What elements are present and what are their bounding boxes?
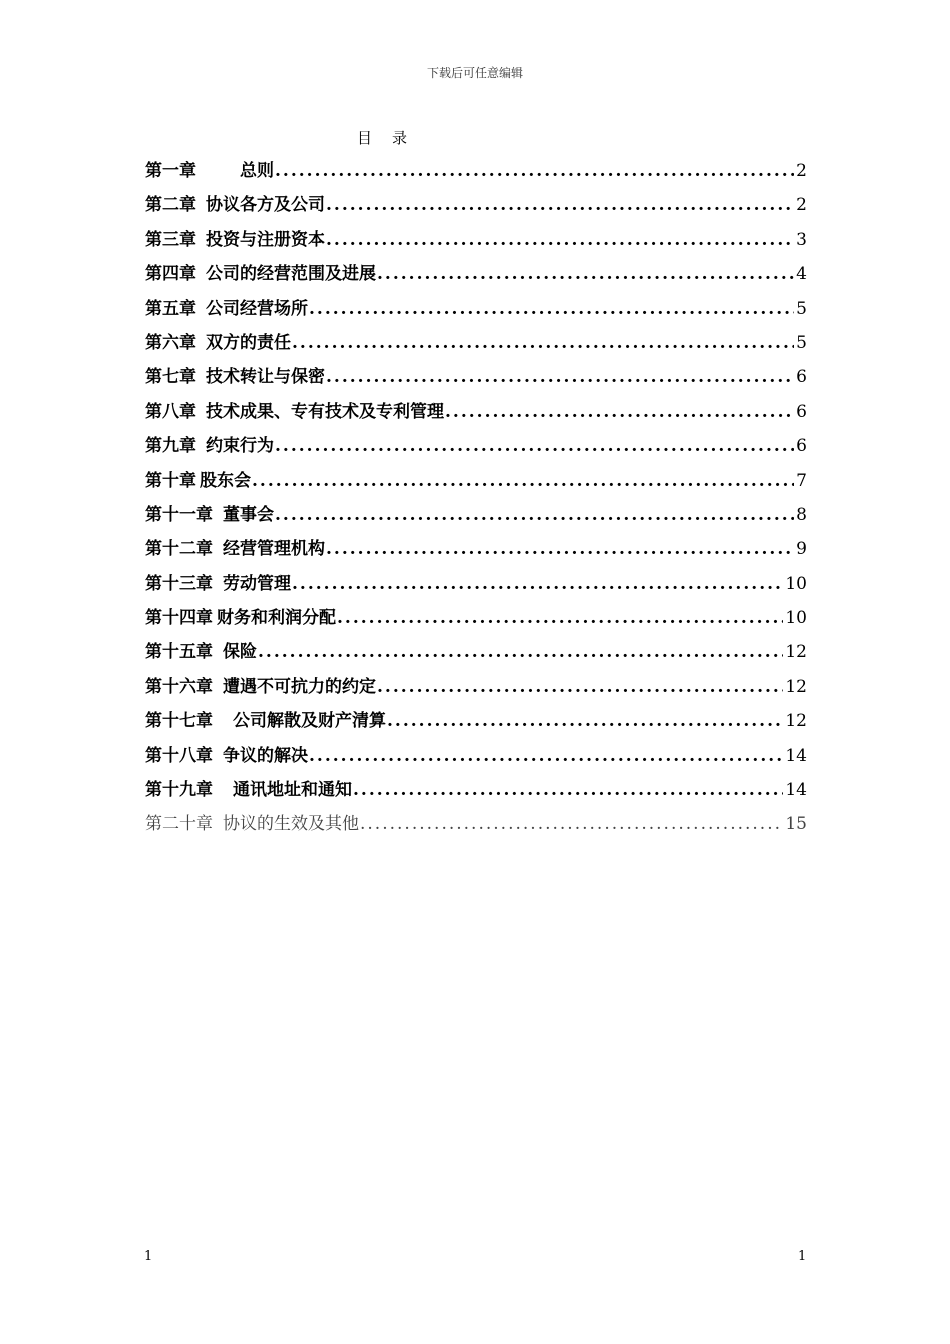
toc-entry-leader (326, 195, 794, 215)
toc-entry-title: 公司的经营范围及进展 (206, 264, 376, 285)
toc-entry[interactable] (145, 328, 807, 362)
toc-entry-title: 公司经营场所 (206, 298, 308, 319)
toc-entry-title: 经营管理机构 (223, 539, 325, 560)
toc-entry-title: 股东会 (200, 470, 251, 491)
toc-entry-page: 10 (785, 608, 807, 629)
toc-entry-chapter: 第十四章 (145, 608, 213, 629)
toc-entry[interactable] (145, 294, 807, 328)
toc-entry-leader (337, 608, 783, 628)
toc-entry[interactable] (145, 190, 807, 224)
toc-entry[interactable] (145, 637, 807, 671)
toc-entry-title: 投资与注册资本 (206, 229, 325, 250)
toc-entry-title: 遭遇不可抗力的约定 (223, 676, 376, 697)
header-note: 下载后可任意编辑 (426, 66, 523, 80)
toc-entry[interactable] (145, 603, 807, 637)
table-of-contents (145, 156, 807, 844)
toc-title-left: 目 (357, 129, 375, 147)
toc-entry-leader (275, 436, 794, 456)
toc-entry[interactable] (145, 259, 807, 293)
toc-entry[interactable] (145, 362, 807, 396)
toc-entry-chapter: 第十九章 (145, 780, 213, 801)
toc-entry[interactable] (145, 569, 807, 603)
toc-entry-chapter: 第七章 (145, 367, 196, 388)
toc-entry-leader (353, 780, 783, 800)
toc-entry-leader (309, 299, 794, 319)
toc-entry-title: 双方的责任 (206, 332, 291, 353)
toc-entry-page: 4 (796, 264, 807, 285)
toc-entry-title: 约束行为 (206, 436, 274, 457)
toc-entry-chapter: 第二十章 (145, 814, 213, 835)
toc-entry-chapter: 第九章 (145, 436, 196, 457)
toc-entry-page: 14 (785, 745, 807, 766)
toc-entry[interactable] (145, 397, 807, 431)
toc-entry[interactable] (145, 809, 807, 843)
toc-entry-page: 6 (796, 436, 807, 457)
footer-page-number-right: 1 (798, 1249, 807, 1264)
toc-entry-page: 12 (785, 642, 807, 663)
toc-entry-title: 财务和利润分配 (217, 608, 336, 629)
toc-entry-leader (258, 642, 783, 662)
toc-entry[interactable] (145, 431, 807, 465)
toc-entry-title: 协议各方及公司 (206, 195, 325, 216)
toc-entry-page: 2 (796, 195, 807, 216)
toc-entry-leader (377, 264, 794, 284)
toc-entry-chapter: 第十五章 (145, 642, 213, 663)
toc-entry[interactable] (145, 775, 807, 809)
toc-entry-title: 协议的生效及其他 (223, 814, 359, 835)
toc-entry-page: 12 (785, 711, 807, 732)
toc-entry[interactable] (145, 466, 807, 500)
toc-entry-title: 技术转让与保密 (206, 367, 325, 388)
toc-entry-chapter: 第十一章 (145, 504, 213, 525)
toc-entry-page: 7 (796, 470, 807, 491)
toc-entry-chapter: 第十六章 (145, 676, 213, 697)
toc-entry-page: 6 (796, 401, 807, 422)
toc-title (357, 127, 409, 148)
toc-entry-chapter: 第五章 (145, 298, 196, 319)
toc-entry-chapter: 第十三章 (145, 573, 213, 594)
toc-entry-chapter: 第四章 (145, 264, 196, 285)
toc-entry-page: 5 (796, 332, 807, 353)
toc-entry-chapter: 第十二章 (145, 539, 213, 560)
toc-entry-page: 8 (796, 504, 807, 525)
toc-entry[interactable] (145, 672, 807, 706)
toc-entry-leader (326, 367, 794, 387)
toc-entry[interactable] (145, 706, 807, 740)
toc-entry-title: 劳动管理 (223, 573, 291, 594)
toc-entry-leader (292, 574, 783, 594)
toc-entry-page: 2 (796, 161, 807, 181)
toc-entry-page: 15 (785, 814, 807, 835)
toc-entry-leader (275, 161, 794, 181)
toc-entry-title: 争议的解决 (223, 745, 308, 766)
toc-entry[interactable] (145, 741, 807, 775)
toc-entry-leader (445, 402, 794, 422)
toc-entry-title: 总则 (240, 161, 274, 181)
toc-entry-leader (360, 814, 783, 834)
toc-entry-leader (309, 746, 783, 766)
toc-entry[interactable] (145, 500, 807, 534)
footer-page-number-left: 1 (144, 1249, 153, 1264)
toc-entry-chapter: 第十七章 (145, 711, 213, 732)
toc-entry-chapter: 第一章 (145, 161, 196, 181)
toc-title-right: 录 (392, 129, 410, 147)
toc-entry-leader (377, 677, 783, 697)
toc-entry-title: 通讯地址和通知 (233, 780, 352, 801)
toc-entry-page: 12 (785, 676, 807, 697)
toc-entry-title: 公司解散及财产清算 (233, 711, 386, 732)
toc-entry-page: 5 (796, 298, 807, 319)
toc-entry-leader (387, 711, 783, 731)
toc-entry[interactable] (145, 225, 807, 259)
toc-entry-leader (252, 471, 794, 491)
toc-entry-leader (326, 230, 794, 250)
toc-entry-title: 保险 (223, 642, 257, 663)
toc-entry-page: 3 (796, 229, 807, 250)
toc-entry-chapter: 第六章 (145, 332, 196, 353)
toc-entry-page: 10 (785, 573, 807, 594)
toc-entry-leader (275, 505, 794, 525)
toc-entry-page: 6 (796, 367, 807, 388)
toc-entry-title: 董事会 (223, 504, 274, 525)
toc-entry-chapter: 第三章 (145, 229, 196, 250)
toc-entry[interactable] (145, 156, 807, 190)
toc-entry-leader (292, 333, 794, 353)
toc-entry-chapter: 第二章 (145, 195, 196, 216)
toc-entry[interactable] (145, 534, 807, 568)
toc-entry-chapter: 第八章 (145, 401, 196, 422)
toc-entry-page: 14 (785, 780, 807, 801)
toc-entry-chapter: 第十八章 (145, 745, 213, 766)
toc-entry-title: 技术成果、专有技术及专利管理 (206, 401, 444, 422)
toc-entry-leader (326, 539, 794, 559)
toc-entry-page: 9 (796, 539, 807, 560)
toc-entry-chapter: 第十章 (145, 470, 196, 491)
